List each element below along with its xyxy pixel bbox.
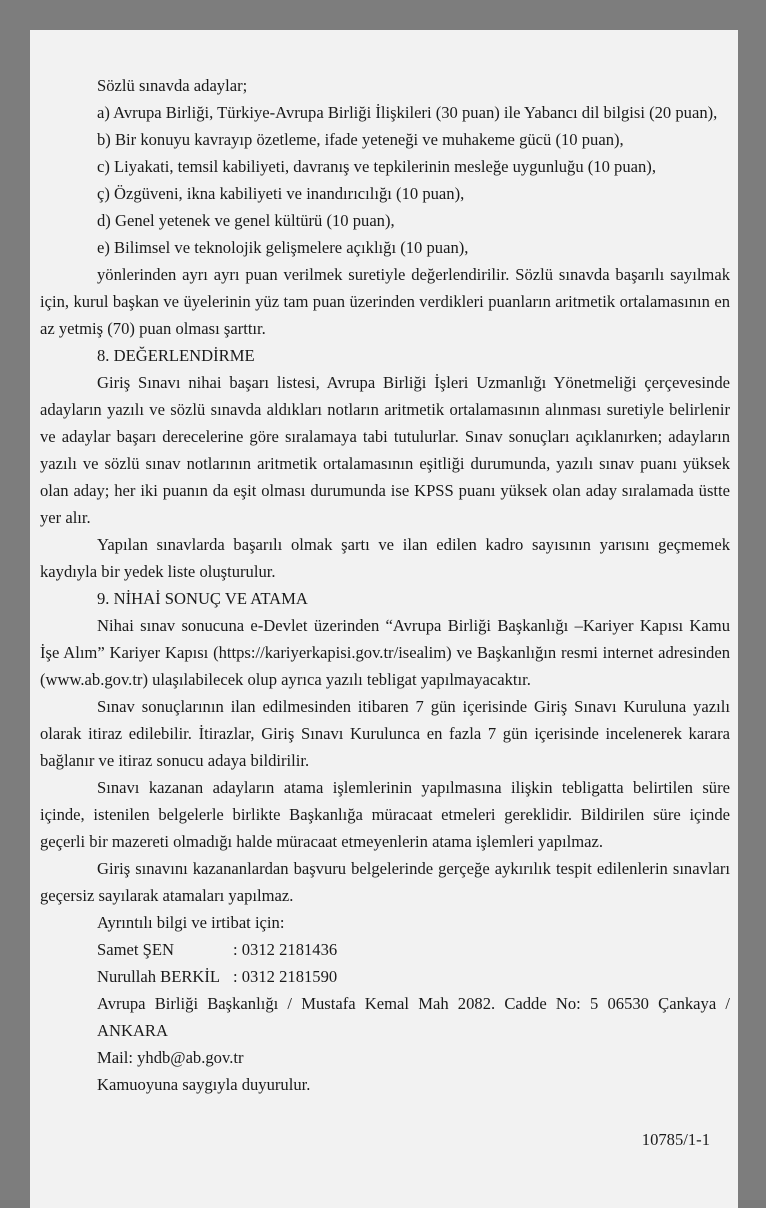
criterion-a: a) Avrupa Birliği, Türkiye-Avrupa Birliği İlişkileri (30 puan) ile Yabancı dil bilgisi (20 puan),: [97, 103, 718, 122]
section-8-paragraph: Yapılan sınavlarda başarılı olmak şartı ve ilan edilen kadro sayısının yarısını geçmemek kaydıyla bir yedek liste oluşturulur.: [40, 535, 730, 581]
criterion-c: c) Liyakati, temsil kabiliyeti, davranış ve tepkilerinin mesleğe uygunluğu (10 puan),: [97, 157, 656, 176]
document-page: [30, 30, 738, 1208]
contact-address: Avrupa Birliği Başkanlığı / Mustafa Kemal Mah 2082. Cadde No: 5 06530 Çankaya / ANKARA: [97, 994, 730, 1040]
closing-line: Kamuoyuna saygıyla duyurulur.: [97, 1075, 311, 1094]
contact-phone: : 0312 2181436: [233, 940, 338, 959]
section-8-paragraph: Giriş Sınavı nihai başarı listesi, Avrupa Birliği İşleri Uzmanlığı Yönetmeliği çerçevesinde adayların yazılı ve sözlü sınavda aldıkları notların aritmetik ortalamasının alınması suretiyle belirlenir ve adaylar başarı derecelerine göre sıralamaya tabi tutulurlar. Sınav sonuçları açıklanırken; adayların yazılı ve sözlü sınav notlarının aritmetik ortalamasının eşitliği durumunda, yazılı sınav puanı yüksek olan aday; her iki puanın da eşit olması durumunda ise KPSS puanı yüksek olan aday sıralamada üstte yer alır.: [40, 373, 730, 527]
section-9-paragraph: Sınav sonuçlarının ilan edilmesinden itibaren 7 gün içerisinde Giriş Sınavı Kuruluna yazılı olarak itiraz edilebilir. İtirazlar, Giriş Sınavı Kurulunca en fazla 7 gün içerisinde incelenerek karara bağlanır ve itiraz sonucu adaya bildirilir.: [40, 697, 730, 770]
evaluation-note: yönlerinden ayrı ayrı puan verilmek suretiyle değerlendirilir. Sözlü sınavda başarılı sayılmak için, kurul başkan ve üyelerinin yüz tam puan üzerinden verdikleri puanların aritmetik ortalamasının en az yetmiş (70) puan olması şarttır.: [40, 265, 730, 338]
contact-mail: Mail: yhdb@ab.gov.tr: [97, 1048, 244, 1067]
criterion-d: d) Genel yetenek ve genel kültürü (10 puan),: [97, 211, 395, 230]
document-body: [40, 72, 730, 1098]
oral-exam-intro: Sözlü sınavda adaylar;: [97, 76, 248, 95]
reference-code: 10785/1-1: [641, 1130, 710, 1149]
contact-person: [40, 936, 730, 963]
contact-intro: Ayrıntılı bilgi ve irtibat için:: [97, 913, 285, 932]
section-9-paragraph: Sınavı kazanan adayların atama işlemlerinin yapılmasına ilişkin tebligatta belirtilen süre içinde, istenilen belgelerle birlikte Başkanlığa müracaat etmeleri gereklidir. Bildirilen süre içinde geçerli bir mazereti olmadığı halde müracaat etmeyenlerin atama işlemleri yapılmaz.: [40, 778, 730, 851]
contact-phone: : 0312 2181590: [233, 967, 338, 986]
section-9-paragraph: Giriş sınavını kazananlardan başvuru belgelerinde gerçeğe aykırılık tespit edilenlerin sınavları geçersiz sayılarak atamaları yapılmaz.: [40, 859, 730, 905]
criterion-e: e) Bilimsel ve teknolojik gelişmelere açıklığı (10 puan),: [97, 238, 469, 257]
contact-person: [40, 963, 730, 990]
contact-name: Nurullah BERKİL: [97, 967, 221, 986]
section-9-heading: 9. NİHAİ SONUÇ VE ATAMA: [97, 589, 308, 608]
section-9-paragraph: Nihai sınav sonucuna e-Devlet üzerinden “Avrupa Birliği Başkanlığı –Kariyer Kapısı Kamu İşe Alım” Kariyer Kapısı (https://kariyerkapisi.gov.tr/isealim) ve Başkanlığın resmi internet adresinden (www.ab.gov.tr) ulaşılabilecek olup ayrıca yazılı tebligat yapılmayacaktır.: [40, 616, 730, 689]
contact-name: Samet ŞEN: [97, 940, 174, 959]
criterion-cedilla: ç) Özgüveni, ikna kabiliyeti ve inandırıcılığı (10 puan),: [97, 184, 465, 203]
criterion-b: b) Bir konuyu kavrayıp özetleme, ifade yeteneği ve muhakeme gücü (10 puan),: [97, 130, 624, 149]
section-8-heading: 8. DEĞERLENDİRME: [97, 346, 255, 365]
